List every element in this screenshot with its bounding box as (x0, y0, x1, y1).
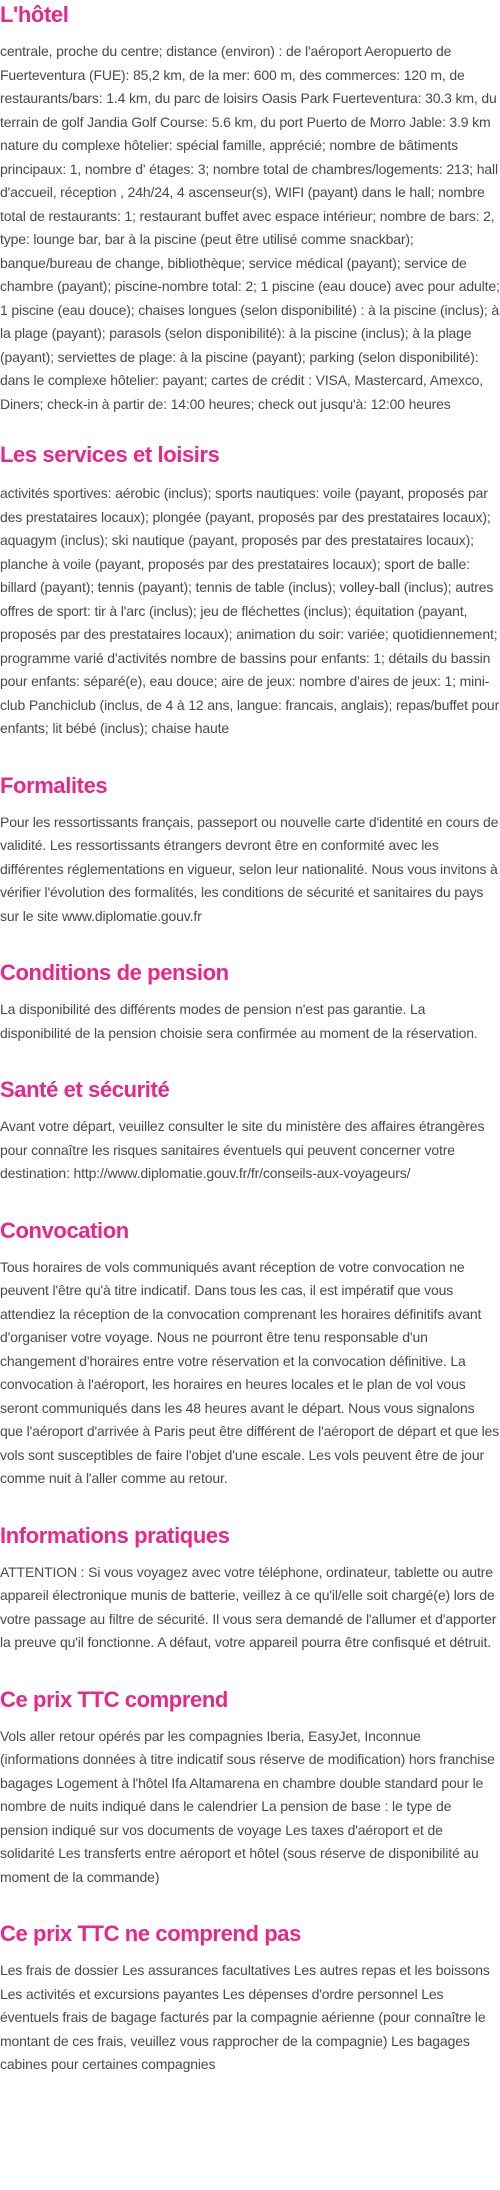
section-formalites (0, 771, 500, 929)
section-body-conditions-pension: La disponibilité des différents modes de pension n'est pas garantie. La disponibilité de la pension choisie sera confirmée au moment de la réservation. (0, 1001, 478, 1041)
section-convocation (0, 1216, 500, 1491)
section-title-prix-ne-comprend-pas: Ce prix TTC ne comprend pas (0, 1921, 301, 1946)
section-title-prix-comprend: Ce prix TTC comprend (0, 1686, 228, 1712)
section-services-loisirs (0, 440, 500, 741)
section-body-formalites: Pour les ressortissants français, passeport ou nouvelle carte d'identité en cours de validité. Les ressortissants étrangers devront être en conformité avec les différentes réglementations en vigueur, selon leur nationalité. Nous vous invitons à vérifier l'évolution des formalités, les conditions de sécurité et sanitaires du pays sur le site www.diplomatie.gouv.fr (0, 813, 499, 924)
section-title-services-loisirs: Les services et loisirs (0, 442, 220, 467)
section-body-informations-pratiques: ATTENTION : Si vous voyagez avec votre téléphone, ordinateur, tablette ou autre appareil électronique munis de batterie, veillez à ce qu'il/elle soit chargé(e) lors de votre passage au filtre de sécurité. Il vous sera demandé de l'allumer et d'apporter la preuve qu'il fonctionne. A défaut, votre appareil pourra être confisqué et détruit. (0, 1563, 497, 1650)
section-body-prix-ne-comprend-pas: Les frais de dossier Les assurances facultatives Les autres repas et les boissons Les activités et excursions payantes Les dépenses d'ordre personnel Les éventuels frais de bagage facturés par la compagnie aérienne (pour connaître le montant de ces frais, veuillez vous rapprocher de la compagnie) Les bagages cabines pour certaines compagnies (0, 1962, 490, 2072)
section-body-convocation: Tous horaires de vols communiqués avant réception de votre convocation ne peuvent l'être qu'à titre indicatif. Dans tous les cas, il est impératif que vous attendiez la réception de la convocation comprenant les horaires définitifs avant d'organiser votre voyage. Nous ne pourront être tenu responsable d'un changement d'horaires entre votre réservation et la convocation définitive. La convocation à l'aéroport, les horaires en heures locales et le plan de vol vous seront communiqués dans les 48 heures avant le départ. Nous vous signalons que l'aéroport d'arrivée à Paris peut être différent de l'aéroport de départ et que les vols sont susceptibles de faire l'objet d'une escale. Les vols peuvent être de jour comme nuit à l'aller comme au retour. (0, 1258, 500, 1486)
section-title-hotel: L'hôtel (0, 2, 69, 27)
section-title-informations-pratiques: Informations pratiques (0, 1522, 230, 1548)
section-title-convocation: Convocation (0, 1217, 129, 1243)
section-title-formalites: Formalites (0, 772, 108, 798)
section-informations-pratiques (0, 1521, 500, 1655)
section-conditions-pension (0, 958, 500, 1045)
section-prix-comprend (0, 1685, 500, 1890)
section-body-services-loisirs: activités sportives: aérobic (inclus); sports nautiques: voile (payant, proposés par des prestataires locaux); plongée (payant, proposés par des prestataires locaux); aquagym (inclus); ski nautique (payant, proposés par des prestataires locaux); planche à voile (payant, proposés par des prestataires locaux); sport de balle: billard (payant); tennis (payant); tennis de table (inclus); volley-ball (inclus); autres offres de sport: tir à l'arc (inclus); jeu de fléchettes (inclus); équitation (payant, proposés par des prestataires locaux); animation du soir: variée; quotidiennement; programme varié d'activités nombre de bassins pour enfants: 1; détails du bassin pour enfants: séparé(e), eau douce; aire de jeux: nombre d'aires de jeux: 1; mini-club Panchiclub (inclus, de 4 à 12 ans, langue: francais, anglais); repas/buffet pour enfants; lit bébé (inclus); chaise haute (0, 485, 500, 736)
section-body-prix-comprend: Vols aller retour opérés par les compagnies Iberia, EasyJet, Inconnue (informations données à titre indicatif sous réserve de modification) hors franchise bagages Logement à l'hôtel Ifa Altamarena en chambre double standard pour le nombre de nuits indiqué dans le calendrier La pension de base : le type de pension indiqué sur vos documents de voyage Les taxes d'aéroport et de solidarité Les transferts entre aéroport et hôtel (sous réserve de disponibilité au moment de la commande) (0, 1727, 495, 1885)
section-sante-securite (0, 1075, 500, 1186)
section-body-hotel: centrale, proche du centre; distance (environ) : de l'aéroport Aeropuerto de Fuerteventura (FUE): 85,2 km, de la mer: 600 m, des commerces: 120 m, de restaurants/bars: 1.4 km, du parc de loisirs Oasis Park Fuerteventura: 30.3 km, du terrain de golf Jandia Golf Course: 5.6 km, du port Puerto de Morro Jable: 3.9 km nature du complexe hôtelier: spécial famille, apprécié; nombre de bâtiments principaux: 1, nombre d' étages: 3; nombre total de chambres/logements: 213; hall d'accueil, réception , 24h/24, 4 ascenseur(s), WIFI (payant) dans le hall; nombre total de restaurants: 1; restaurant buffet avec espace intérieur; nombre de bars: 2, type: lounge bar, bar à la piscine (peut être utilisé comme snackbar); banque/bureau de change, bibliothèque; service médical (payant); service de chambre (payant); piscine-nombre total: 2; 1 piscine (eau douce) avec pour adulte; 1 piscine (eau douce); chaises longues (selon disponibilité) : à la piscine (inclus); à la plage (payant); parasols (selon disponibilité): à la piscine (inclus); à la plage (payant); serviettes de plage: à la piscine (payant); parking (selon disponibilité): dans le complexe hôtelier: payant; cartes de crédit : VISA, Mastercard, Amexco, Diners; check-in à partir de: 14:00 heures; check out jusqu'à: 12:00 heures (0, 43, 500, 412)
section-body-sante-securite: Avant votre départ, veuillez consulter le site du ministère des affaires étrangères pour connaître les risques sanitaires éventuels qui peuvent concerner votre destination: http://www.diplomatie.gouv.fr/fr/conseils-aux-voyageurs/ (0, 1118, 485, 1181)
section-title-conditions-pension: Conditions de pension (0, 960, 229, 985)
section-hotel (0, 0, 500, 416)
section-prix-ne-comprend-pas (0, 1919, 500, 2077)
section-title-sante-securite: Santé et sécurité (0, 1077, 170, 1102)
